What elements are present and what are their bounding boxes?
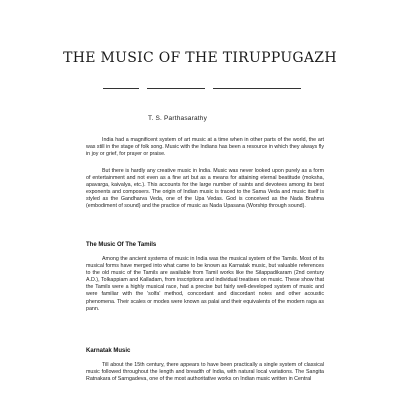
paragraph: Among the ancient systems of music in India was the musical system of the Tamils. Most of its musical forms have merged into what came to be known as Karnatak music, but valuable references to the old music of the Tamils are available from Tamil works like the Silappadikaram (2nd century A.D.), Tolkappiam and Kalladam, from inscriptions and individual treatises on music. These show that the Tamils were a highly musical race, had a precise but fairly well-developed system of music and were familiar with the 'solfa' method, concordant and discordant notes and other acoustic phenomena. Their scales or modes were known as palai and their equivalents of the modern raga as pann.	[86, 256, 324, 312]
title-rule	[103, 88, 139, 89]
title-rule	[147, 88, 205, 89]
article-author: T. S. Parthasarathy	[148, 115, 208, 122]
paragraph: Till about the 15th century, there appears to have been practically a single system of classical music followed throughout the length and breadth of India, with natural local variations. The Sangita Ratnakara of Sarngadeva, one of the most authoritative works on Indian music written in Central	[86, 362, 324, 383]
section-heading: The Music Of The Tamils	[86, 242, 157, 248]
title-rule	[213, 88, 301, 89]
paragraph: India had a magnificent system of art music at a time when in other parts of the world, the art was still in the stage of folk song. Music with the Indians has been a resource in which they always fly in joy or grief, for prayer or praise.	[86, 137, 324, 158]
title-rules	[103, 88, 303, 90]
article-title: THE MUSIC OF THE TIRUPPUGAZH	[63, 50, 337, 66]
paragraph: But there is hardly any creative music in India. Music was never looked upon purely as a form of entertainment and not even as a fine art but as a means for attaining eternal beatitude (moksha, apavarga, kaivalya, etc.). This accounts for the large number of saints and devotees among its best exponents and composers. The origin of Indian music is traced to the Sama Veda and music itself is styled as the Gandharva Veda, one of the Upa Vedas. God is conceived as the Nada Brahma (embodiment of sound) and the practice of music as Nada Upasana (Worship through sound).	[86, 168, 324, 210]
section-heading: Karnatak Music	[86, 348, 131, 354]
